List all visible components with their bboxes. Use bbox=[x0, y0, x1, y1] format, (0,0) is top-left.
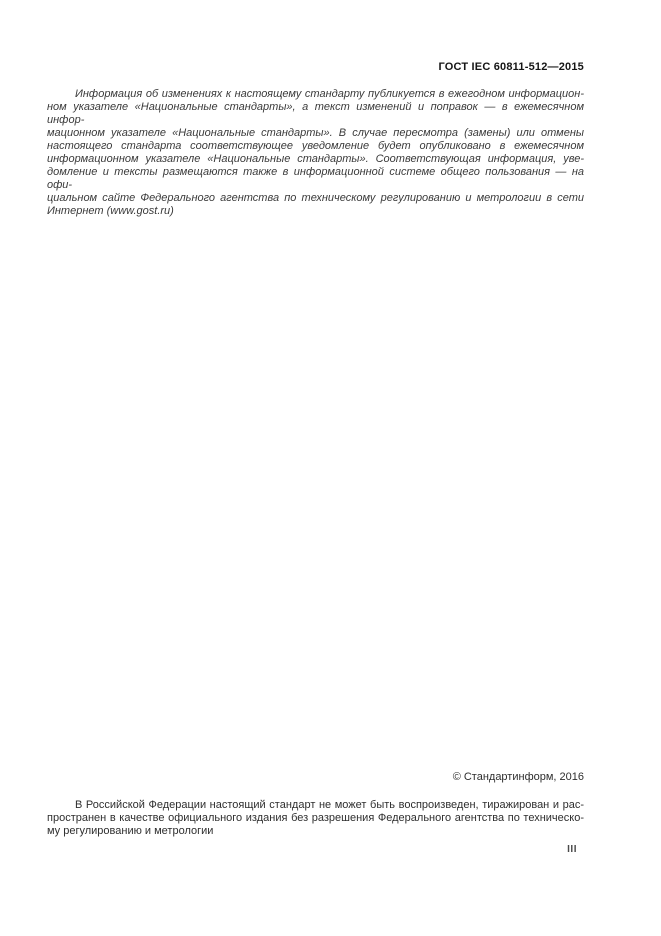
paragraph-line: информационном указателе «Национальные стандарты». Соответствующая информация, уве- bbox=[47, 153, 584, 165]
reproduction-notice-paragraph bbox=[47, 799, 584, 838]
paragraph-line: циальном сайте Федерального агентства по техническому регулированию и метрологии в сети bbox=[47, 192, 584, 204]
paragraph-line: ном указателе «Национальные стандарты», а текст изменений и поправок — в ежемесячном инфор- bbox=[47, 101, 584, 126]
paragraph-line: В Российской Федерации настоящий стандарт не может быть воспроизведен, тиражирован и рас- bbox=[75, 799, 584, 811]
standard-designation-header: ГОСТ IEC 60811-512—2015 bbox=[438, 61, 584, 73]
paragraph-line: му регулированию и метрологии bbox=[47, 825, 214, 837]
paragraph-line: пространен в качестве официального издания без разрешения Федерального агентства по техническо- bbox=[47, 812, 584, 824]
paragraph-line: настоящего стандарта соответствующее уведомление будет опубликовано в ежемесячном bbox=[47, 140, 584, 152]
amendment-notice-paragraph bbox=[47, 88, 584, 218]
paragraph-line: мационном указателе «Национальные стандарты». В случае пересмотра (замены) или отмены bbox=[47, 127, 584, 139]
paragraph-line: домление и тексты размещаются также в информационной системе общего пользования — на офи- bbox=[47, 166, 584, 191]
copyright-notice: © Стандартинформ, 2016 bbox=[452, 771, 584, 783]
page-number: III bbox=[567, 844, 577, 855]
paragraph-line: Интернет (www.gost.ru) bbox=[47, 205, 174, 217]
paragraph-line: Информация об изменениях к настоящему стандарту публикуется в ежегодном информацион- bbox=[75, 88, 584, 100]
